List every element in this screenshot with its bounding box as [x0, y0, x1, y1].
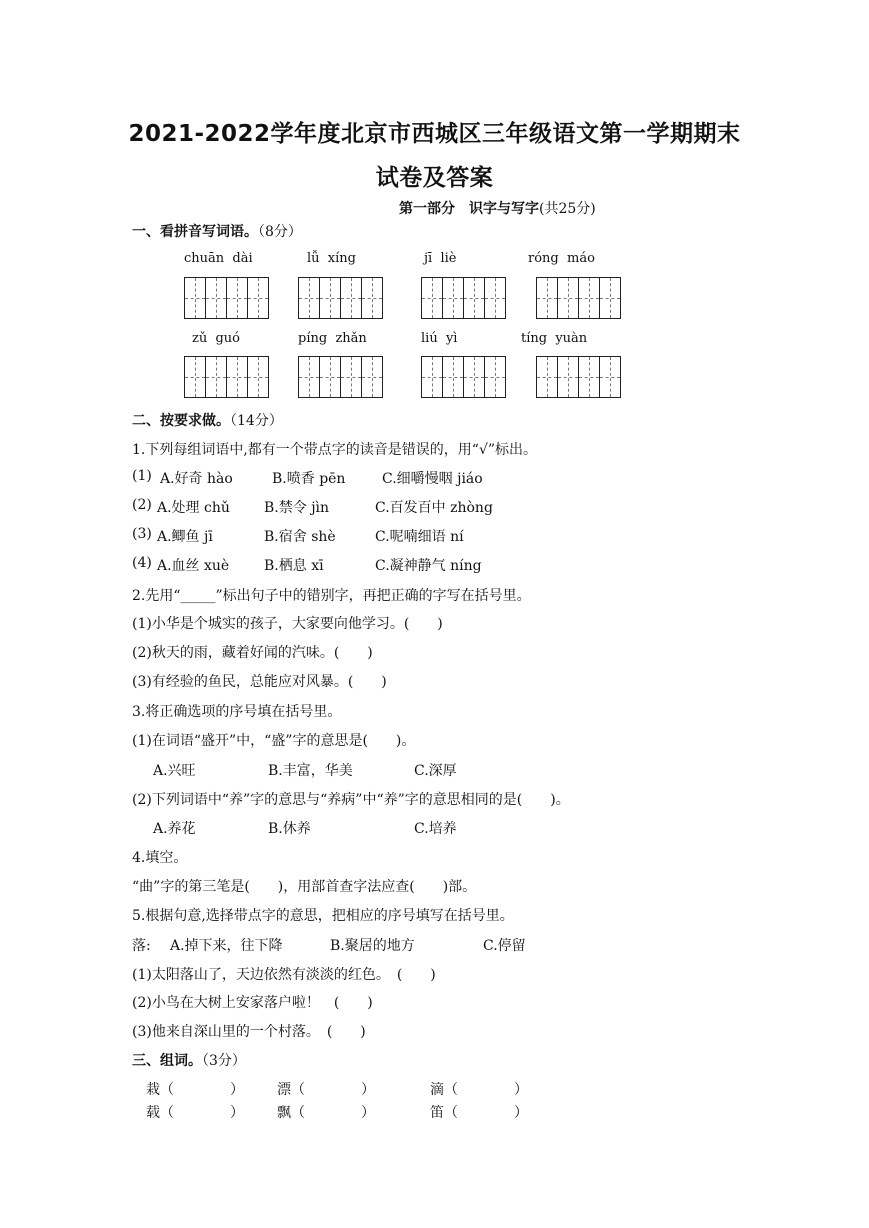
word-group-5: 飘（ ） — [277, 1105, 375, 1121]
pinyin-4: róng máo — [528, 251, 595, 266]
q3-part-2: (2)下列词语中“养”字的意思与“养病”中“养”字的意思相同的是( )。 — [132, 792, 570, 808]
q3-2-option-b: B.休养 — [268, 821, 311, 837]
section-3-heading — [132, 1050, 246, 1070]
pinyin-6: píng zhǎn — [298, 331, 367, 346]
q2-item-1: (1)小华是个城实的孩子，大家要向他学习。( ) — [132, 616, 443, 632]
q3-1-option-b: B.丰富，华美 — [268, 763, 353, 779]
q3-1-option-c: C.深厚 — [414, 763, 457, 779]
pinyin-8: tíng yuàn — [521, 331, 588, 346]
section-2-score: （14分） — [230, 413, 283, 429]
q5-item-1: (1)太阳落山了，天边依然有淡淡的红色。 ( ) — [132, 967, 436, 983]
section-3-score: （3分） — [202, 1053, 246, 1069]
q5-option-c: C.停留 — [483, 938, 526, 954]
part-one-label: 第一部分 识字与写字 — [399, 201, 539, 217]
q1-row-3-b: B.宿舍 shè — [264, 529, 336, 545]
q4-text: “曲”字的第三笔是( )，用部首查字法应查( )部。 — [132, 879, 477, 895]
writing-grid[interactable] — [421, 356, 506, 398]
q1-row-2-c: C.百发百中 zhòng — [375, 500, 493, 516]
writing-grid[interactable] — [184, 356, 269, 398]
title-line-1: 2021-2022学年度北京市西城区三年级语文第一学期期末 — [128, 121, 741, 147]
writing-grid[interactable] — [421, 277, 506, 319]
q5-item-3: (3)他来自深山里的一个村落。 ( ) — [132, 1024, 366, 1040]
question-3: 3.将正确选项的序号填在括号里。 — [132, 704, 342, 720]
q1-row-4-a: A.血丝 xuè — [157, 558, 230, 574]
q1-row-4-num: (4) — [132, 555, 152, 571]
q1-row-1-c: C.细嚼慢咽 jiáo — [382, 471, 483, 487]
word-group-3: 滴（ ） — [430, 1082, 528, 1098]
q1-row-2-a: A.处理 chǔ — [157, 500, 230, 516]
q5-option-a: A.掉下来，往下降 — [170, 938, 283, 954]
q2-item-2: (2)秋天的雨，藏着好闻的汽味。( ) — [132, 645, 373, 661]
section-2-heading — [132, 410, 283, 430]
word-group-1: 栽（ ） — [146, 1082, 244, 1098]
part-one-score: (共25分) — [539, 201, 596, 217]
q3-2-option-a: A.养花 — [153, 821, 196, 837]
q1-row-2-num: (2) — [132, 497, 152, 513]
q3-part-1: (1)在词语“盛开”中，“盛”字的意思是( )。 — [132, 733, 416, 749]
q2-item-3: (3)有经验的鱼民，总能应对风暴。( ) — [132, 674, 387, 690]
question-1: 1.下列每组词语中,都有一个带点字的读音是错误的，用“√”标出。 — [132, 442, 538, 458]
section-1-score: （8分） — [258, 224, 302, 240]
writing-grid[interactable] — [184, 277, 269, 319]
q1-row-3-c: C.呢喃细语 ní — [375, 529, 464, 545]
q1-row-1-num: (1) — [132, 468, 152, 484]
word-group-6: 笛（ ） — [430, 1105, 528, 1121]
q5-option-b: B.聚居的地方 — [330, 938, 415, 954]
word-group-2: 漂（ ） — [277, 1082, 375, 1098]
q1-row-1-b: B.喷香 pēn — [272, 471, 346, 487]
q1-row-1-a: A.好奇 hào — [160, 471, 233, 487]
pinyin-5: zǔ guó — [192, 331, 241, 346]
part-one-header — [399, 198, 596, 218]
question-4: 4.填空。 — [132, 850, 188, 866]
question-5: 5.根据句意,选择带点字的意思，把相应的序号填写在括号里。 — [132, 908, 514, 924]
section-1-title: 一、看拼音写词语。 — [132, 224, 258, 240]
section-1-heading — [132, 221, 302, 241]
q1-row-3-a: A.鲫鱼 jī — [157, 529, 213, 545]
q1-row-2-b: B.禁令 jìn — [264, 500, 330, 516]
q3-1-option-a: A.兴旺 — [153, 763, 196, 779]
writing-grid[interactable] — [536, 277, 621, 319]
writing-grid[interactable] — [536, 356, 621, 398]
question-2: 2.先用“_____”标出句子中的错别字，再把正确的字写在括号里。 — [132, 588, 531, 604]
q1-row-4-b: B.栖息 xī — [264, 558, 324, 574]
q1-row-3-num: (3) — [132, 526, 152, 542]
section-3-title: 三、组词。 — [132, 1053, 202, 1069]
word-group-4: 载（ ） — [146, 1105, 244, 1121]
section-2-title: 二、按要求做。 — [132, 413, 230, 429]
q1-row-4-c: C.凝神静气 níng — [375, 558, 482, 574]
pinyin-7: liú yì — [421, 331, 458, 346]
q5-item-2: (2)小鸟在大树上安家落户啦！ ( ) — [132, 995, 373, 1011]
writing-grid[interactable] — [298, 356, 383, 398]
title-line-2: 试卷及答案 — [375, 165, 494, 191]
q3-2-option-c: C.培养 — [414, 821, 457, 837]
pinyin-1: chuān dài — [184, 251, 253, 266]
pinyin-2: lǚ xíng — [307, 251, 356, 266]
writing-grid[interactable] — [298, 277, 383, 319]
pinyin-3: jī liè — [424, 251, 457, 266]
q5-word: 落: — [132, 938, 151, 954]
